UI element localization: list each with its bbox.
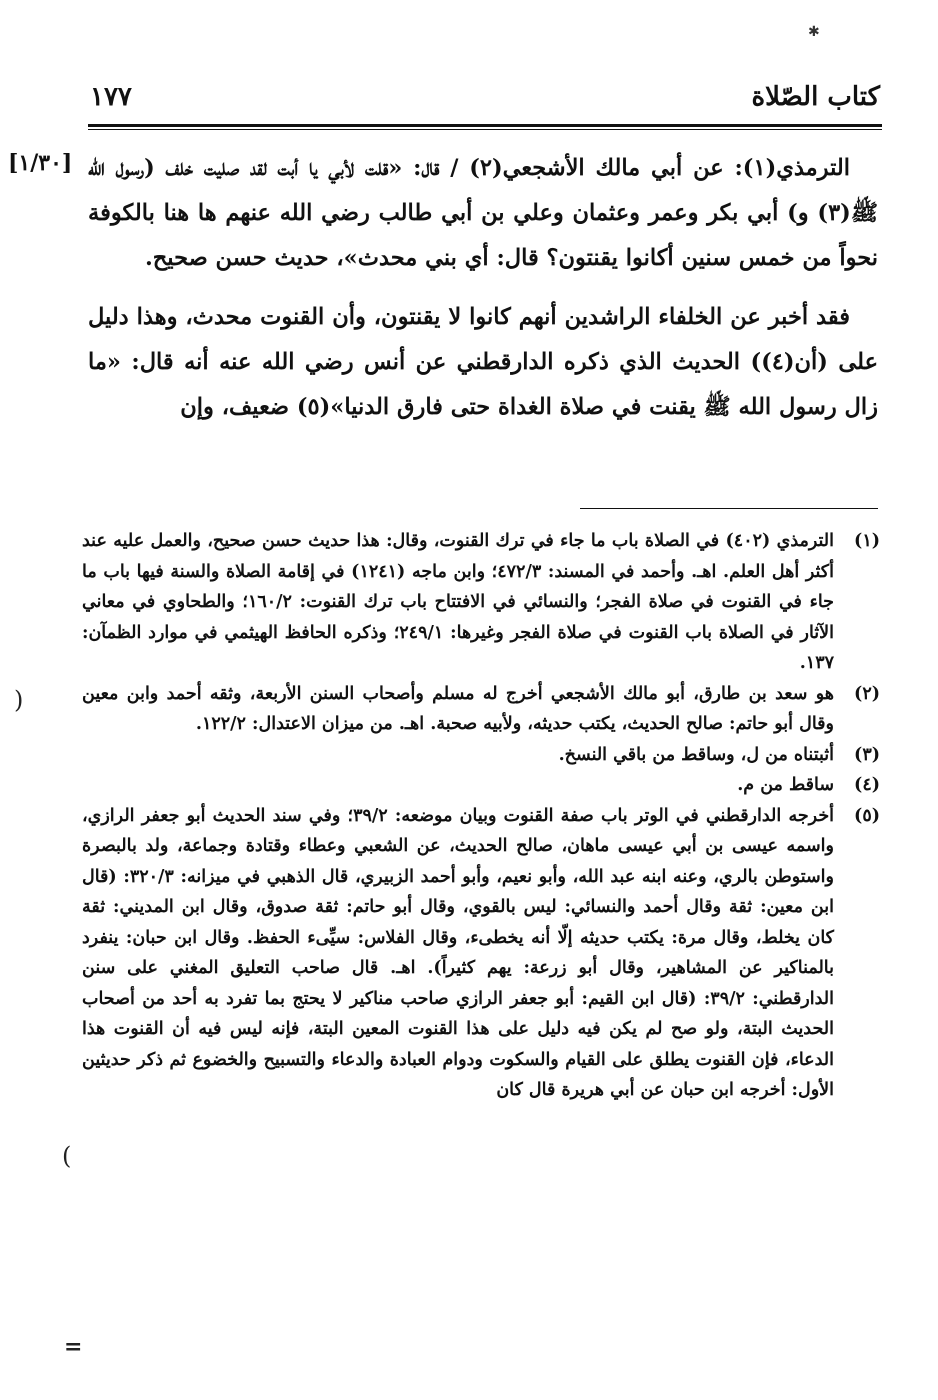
footnote-number: (١) — [854, 531, 880, 551]
footnote-text: أثبتناه من ل، وساقط من باقي النسخ. — [558, 744, 834, 765]
margin-paren-mark: ( — [62, 1142, 72, 1170]
main-text — [88, 146, 878, 430]
footnote-text: الترمذي (٤٠٢) في الصلاة باب ما جاء في ترك القنوت، وقال: هذا حديث حسن صحيح، والعمل عليه عند أكثر أهل العلم. اهـ. وأحمد في المسند: ٤٧٢/٣؛ وابن ماجه (١٢٤١) في إقامة الصلاة والسنة فيها باب ما جاء في القنوت في صلاة الفجر؛ والنسائي في الافتتاح باب ترك القنوت: ١٦٠/٢؛ والطحاوي في معاني الآثار في الصلاة باب القنوت في صلاة الفجر وغيرها: ٢٤٩/١؛ وذكره الحافظ الهيثمي في موارد الظمآن: ١٣٧. — [82, 531, 835, 673]
footnote-number: (٤) — [854, 775, 880, 795]
footnote-text: ساقط من م. — [737, 775, 834, 795]
footnote-separator — [580, 508, 878, 509]
footnote — [82, 770, 880, 801]
footnote-number: (٥) — [854, 805, 880, 826]
footnote — [82, 740, 880, 771]
header-rule — [88, 124, 882, 127]
margin-folio-reference: [١/٣٠] — [8, 150, 73, 176]
margin-paren-mark: ) — [14, 686, 24, 714]
main-paragraph: الترمذي(١): عن أبي مالك الأشجعي(٢) / قال: «قلت لأبي يا أبت لقد صليت خلف (رسول الله ﷺ(٣) و) أبي بكر وعمر وعثمان وعلي بن أبي طالب رضي الله عنهم ها هنا بالكوفة نحواً من خمس سنين أكانوا يقنتون؟ قال: أي بني محدث»، حديث حسن صحيح. — [88, 155, 878, 271]
main-paragraph: فقد أخبر عن الخلفاء الراشدين أنهم كانوا لا يقنتون، وأن القنوت محدث، وهذا دليل على (أن(٤)) الحديث الذي ذكره الدارقطني عن أنس رضي الله عنه أنه قال: «ما زال رسول الله ﷺ يقنت في صلاة الغداة حتى فارق الدنيا»(٥) ضعيف، وإن — [88, 304, 878, 420]
footnote — [82, 679, 880, 740]
continuation-mark: = — [64, 1334, 83, 1360]
footnote-text: هو سعد بن طارق، أبو مالك الأشجعي أخرج له مسلم وأصحاب السنن الأربعة، وثقه أحمد وابن معين وقال أبو حاتم: صالح الحديث، يكتب حديثه، ولأبيه صحبة. اهـ. من ميزان الاعتدال: ١٢٢/٢. — [82, 683, 834, 734]
footnote — [82, 526, 880, 679]
footnote — [82, 801, 880, 1106]
footnotes — [82, 526, 880, 1106]
footnote-number: (٣) — [854, 744, 880, 765]
footnote-number: (٢) — [854, 683, 880, 704]
header-rule-thin — [88, 129, 882, 130]
page-header — [90, 82, 880, 120]
footnote-text: أخرجه الدارقطني في الوتر باب صفة القنوت وبيان موضعه: ٣٩/٢؛ وفي سند الحديث أبو جعفر الرازي، واسمه عيسى بن أبي عيسى ماهان، صالح الحديث، عن الشعبي وعطاء وقتادة وجماعة، ولد بالبصرة واستوطن بالري، وعنه ابنه عبد الله، وأبو نعيم، وأبو أحمد الزبيري، قال الذهبي في ميزانه: ٣٢٠/٣: (قال ابن معين: ثقة وقال أحمد والنسائي: ليس بالقوي، وقال أبو حاتم: ثقة صدوق، وقال ابن المديني: ثقة كان يخلط، وقال مرة: يكتب حديثه إلّا أنه يخطىء، وقال الفلاس: سيِّىء الحفظ. وقال ابن حبان: ينفرد بالمناكير عن المشاهير، وقال أبو زرعة: يهم كثيراً). اهـ. قال صاحب التعليق المغني على سنن الدارقطني: ٣٩/٢: (قال ابن القيم: أبو جعفر الرازي صاحب مناكير لا يحتج بما تفرد به أحد من أصحاب الحديث البتة، ولو صح لم يكن فيه دليل على هذا القنوت المعين البتة، فإنه ليس فيه أن القنوت هذا الدعاء، فإن القنوت يطلق على القيام والسكوت ودوام العبادة والدعاء والتسبيح والخضوع ثم ذكر حديثين الأول: أخرجه ابن حبان عن أبي هريرة قال كان — [82, 805, 835, 1100]
page-number: ١٧٧ — [90, 82, 132, 112]
decorative-star-mark: ✱ — [808, 24, 820, 40]
running-title: كتاب الصّلاة — [751, 82, 880, 112]
